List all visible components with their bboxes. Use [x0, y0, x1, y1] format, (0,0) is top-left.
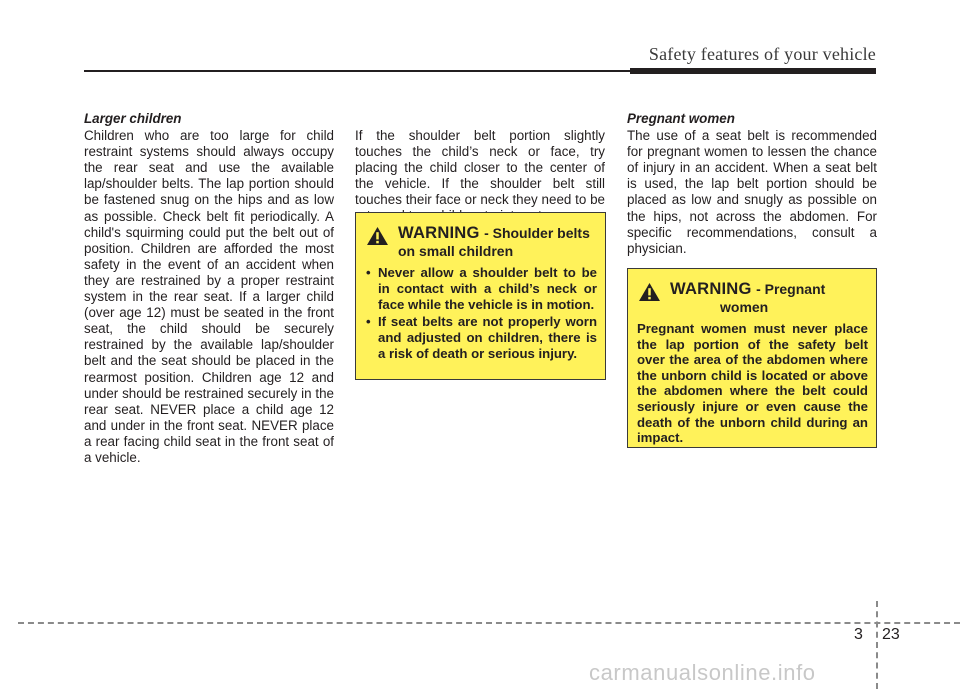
- warning-subtitle-cont: on small children: [398, 243, 514, 259]
- warning-box-shoulder-belts: [355, 212, 606, 380]
- warning-box-pregnant-women: [627, 268, 877, 448]
- list-item: • Never allow a shoulder belt to be in contact with a child’s neck or face while the vehicle is in motion.: [366, 265, 597, 313]
- shoulder-belt-section: [355, 128, 605, 225]
- warning-triangle-icon: [366, 226, 389, 246]
- bullet-icon: •: [366, 313, 371, 329]
- larger-children-section: [84, 111, 334, 466]
- warning-bullet-list: [365, 265, 597, 362]
- list-item: • If seat belts are not properly worn and adjusted on children, there is a risk of death or serious injury.: [366, 313, 597, 362]
- shoulder-belt-body: If the shoulder belt portion slightly touches the child’s neck or face, try placing the child closer to the center of the vehicle. If the shoulder belt still touches their face or neck they need to be: [355, 128, 605, 208]
- bullet-icon: •: [366, 265, 371, 280]
- header-rule-accent: [630, 68, 876, 74]
- chapter-number: 3: [854, 626, 863, 643]
- pregnant-women-body: The use of a seat belt is recommended for pregnant women to lessen the chance of injury in an accident. When a seat belt is used, the lap belt portion should be placed as low and snugly as possible on the hips, not across the abdomen. For specific recommendations, consult a physician.: [627, 128, 877, 256]
- watermark-text: carmanualsonline.info: [589, 660, 816, 685]
- footer-divider: [876, 601, 878, 689]
- warning-subtitle: - Shoulder belts: [484, 225, 590, 241]
- warning-heading: [365, 223, 597, 259]
- warning-body: Pregnant women must never place the lap portion of the safety belt over the area of the abdomen where the unborn child is located or above the abdomen where the belt could seriously injure or even cause the death of the unborn child during an impact.: [637, 321, 868, 446]
- larger-children-body: Children who are too large for child restraint systems should always occupy the rear seat and use the available lap/shoulder belts. The lap portion should be fastened snug on the hips and as low as possible. Check belt fit periodically. A child's squirming could put the belt out of position. Children are afforded the most safety in the event of an accident when they are restrained by a proper restraint system in the rear seat. If a larger child (over age 12) must be seated in the front seat, the child should be securely restrained by the available lap/shoulder belt and the seat should be placed in the rearmost position. Children age 12 and under should be restrained securely in the rear seat. NEVER place a child age 12 and under in the front seat. NEVER place a rear facing child seat in the front seat of a vehicle.: [84, 128, 334, 465]
- pregnant-women-section: [627, 111, 877, 257]
- warning-subtitle: - Pregnant: [756, 281, 826, 297]
- page-number: 23: [882, 626, 900, 643]
- section-title: Safety features of your vehicle: [648, 44, 876, 64]
- pregnant-women-heading: Pregnant women: [627, 111, 735, 126]
- warning-label: WARNING: [670, 279, 752, 298]
- warning-label: WARNING: [398, 223, 480, 242]
- warning-heading: [637, 279, 868, 315]
- larger-children-heading: Larger children: [84, 111, 182, 126]
- warning-triangle-icon: [638, 282, 661, 302]
- warning-subtitle-cont: women: [720, 299, 769, 315]
- footer-rule: [18, 622, 960, 624]
